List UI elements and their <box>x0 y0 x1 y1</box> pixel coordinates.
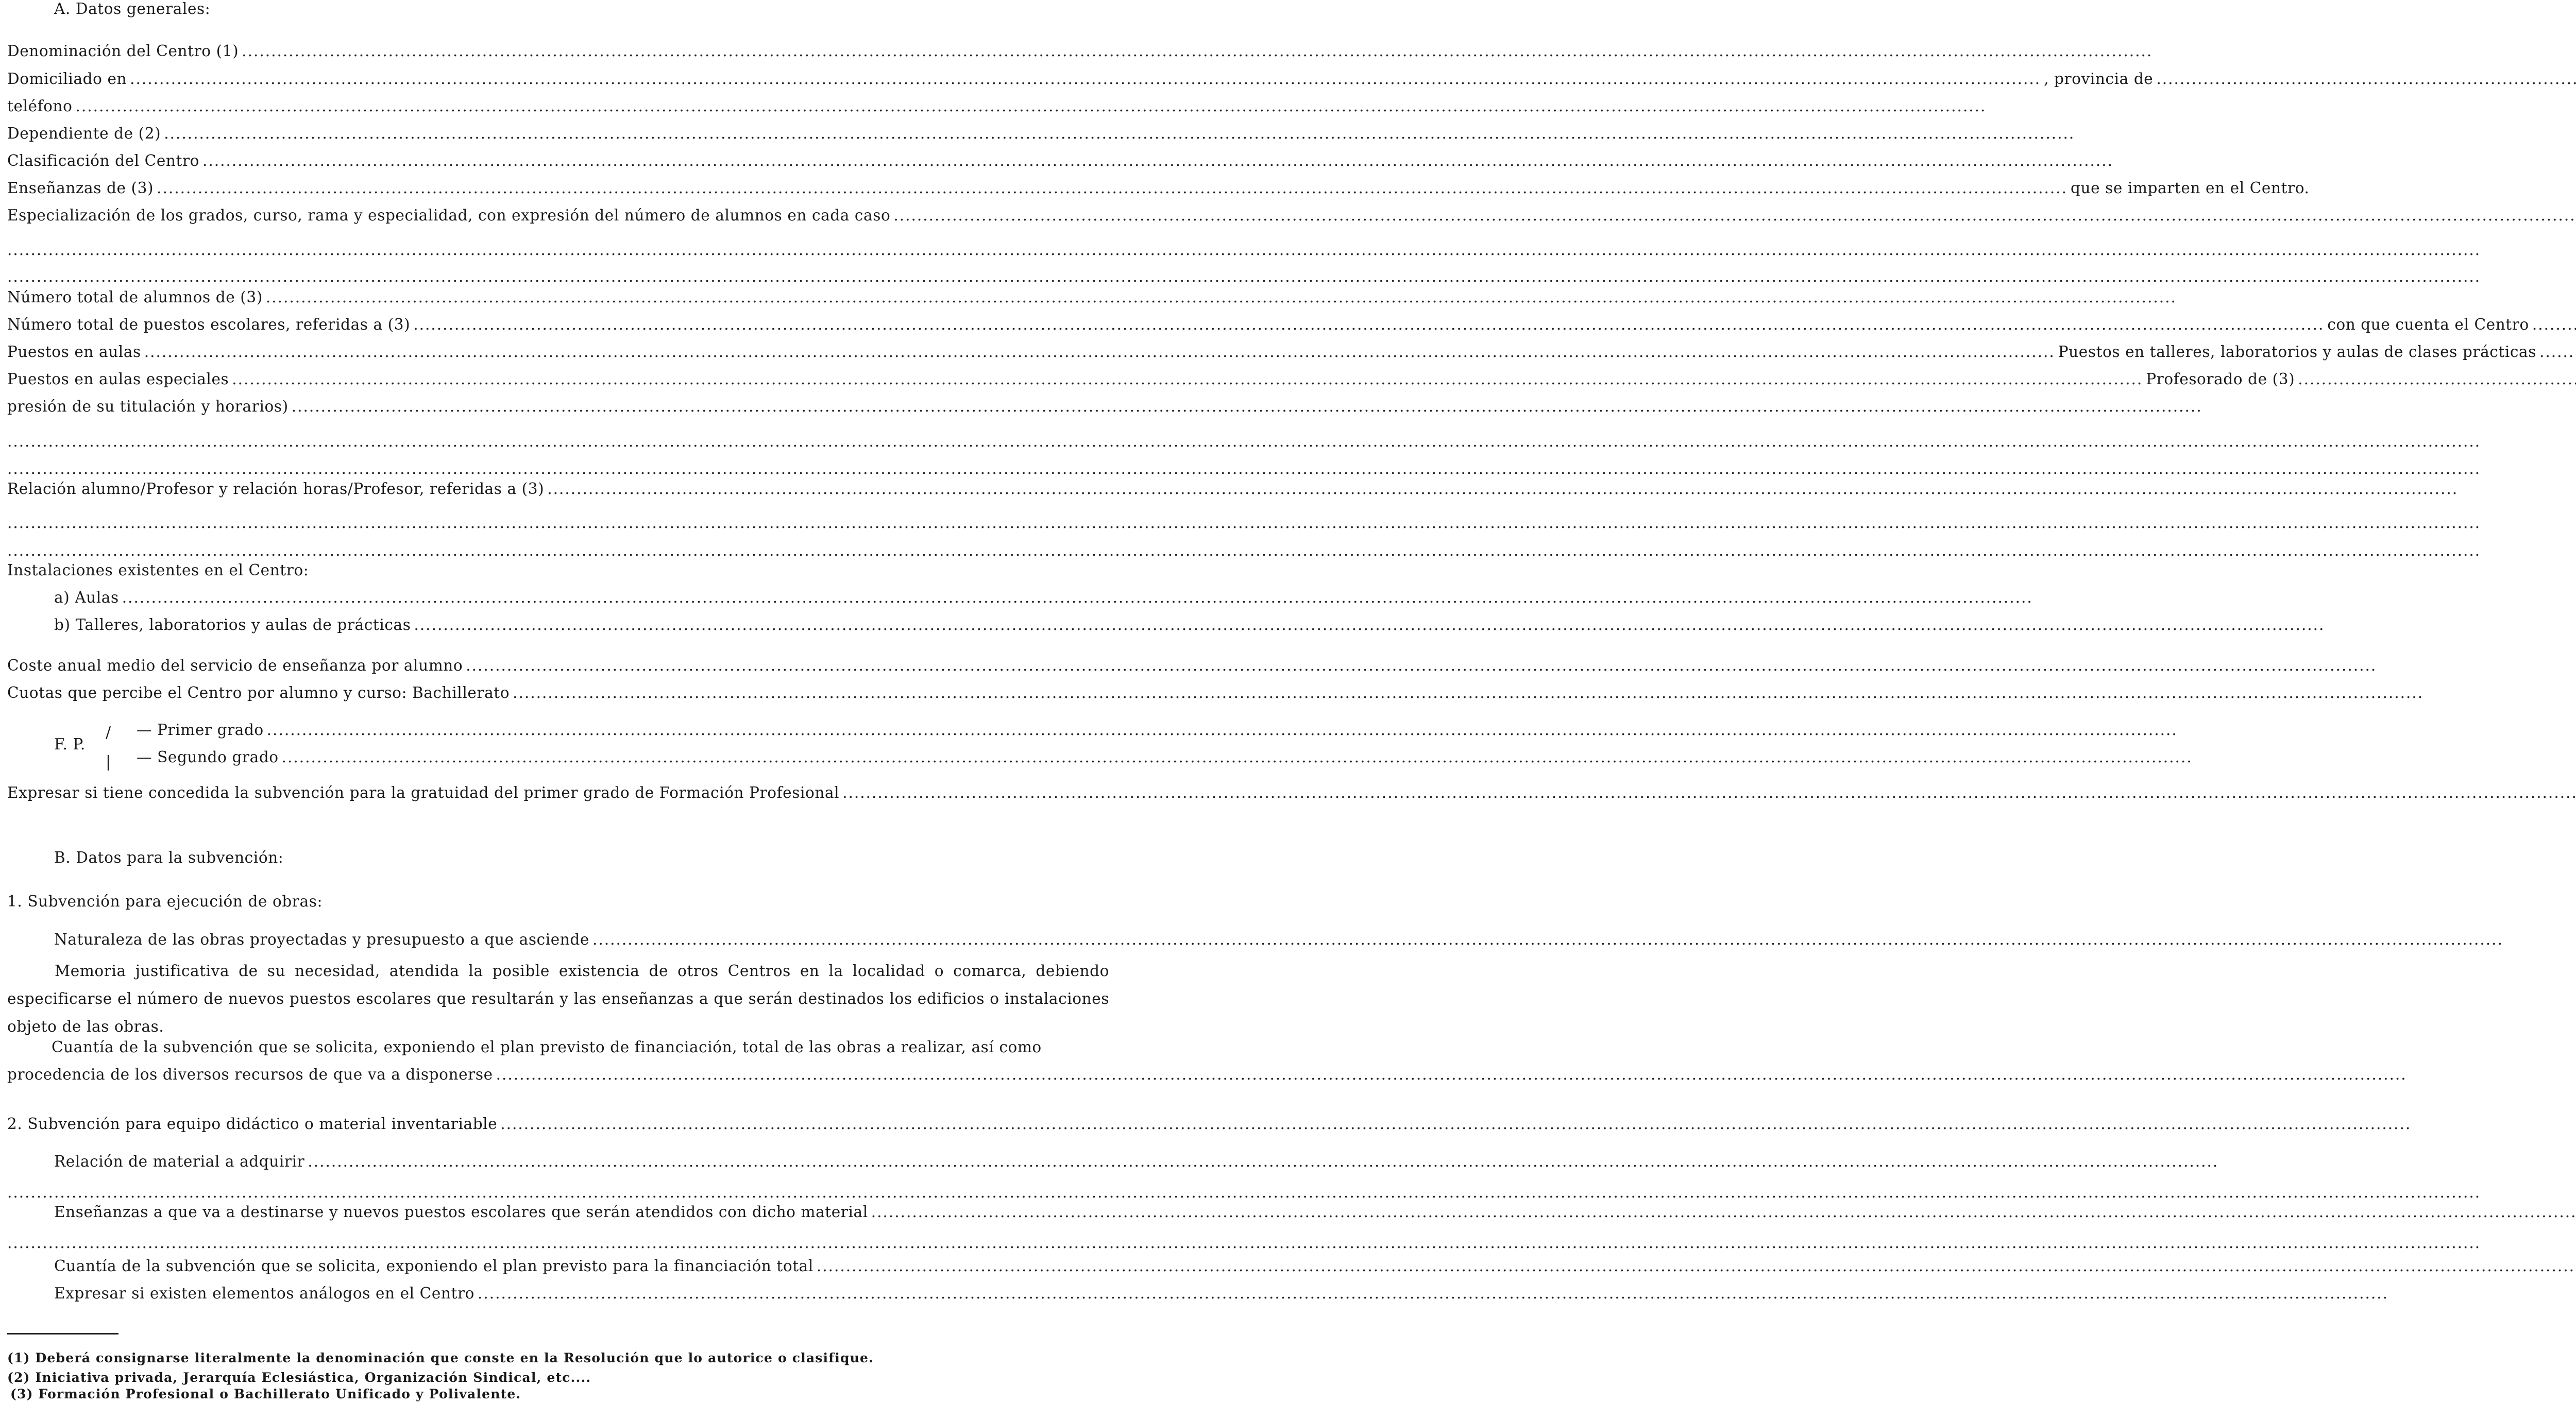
relacion-blank-2[interactable] <box>7 542 1109 557</box>
gratuidad-field[interactable] <box>842 784 2576 801</box>
item2-title: 2. Subvención para equipo didáctico o material inventariable <box>7 1115 498 1133</box>
primer-grado-field[interactable] <box>267 721 2178 739</box>
domiciliado-field[interactable] <box>130 70 2041 88</box>
especializacion-blank-2[interactable] <box>7 268 1109 283</box>
cuotas-field[interactable] <box>513 684 2424 701</box>
talleres-field[interactable] <box>414 616 2325 634</box>
profesorado-blank-2[interactable] <box>7 460 1109 475</box>
puestos-aulas-field[interactable] <box>144 343 2055 361</box>
dependiente-label: Dependiente de (2) <box>7 125 161 142</box>
puestos-especiales-label: Puestos en aulas especiales <box>7 370 229 388</box>
segundo-grado-line <box>137 748 643 775</box>
ensenanzas-tail: que se imparten en el Centro. <box>2071 179 2310 197</box>
section-b-heading: B. Datos para la subvención: <box>54 849 284 866</box>
puestos-especiales-line <box>7 370 2295 397</box>
provincia-label: , provincia de <box>2044 70 2154 88</box>
aulas-field[interactable] <box>122 589 2033 606</box>
telefono-line <box>7 97 362 124</box>
gratuidad-line <box>7 784 1109 811</box>
instalaciones-label: Instalaciones existentes en el Centro: <box>7 561 309 579</box>
relacion-material-line <box>54 1153 1109 1179</box>
profesorado-label: Profesorado de (3) <box>2146 370 2295 388</box>
numero-alumnos-line <box>7 288 555 315</box>
relacion-label: Relación alumno/Profesor y relación horas/Profesor, referidas a (3) <box>7 480 545 498</box>
ensenanzas-destinarse-field[interactable] <box>871 1203 2576 1221</box>
relacion-field[interactable] <box>547 480 2458 498</box>
profesorado-field[interactable] <box>2298 370 2576 388</box>
clasificacion-label: Clasificación del Centro <box>7 152 200 169</box>
footnote-2: (2) Iniciativa privada, Jerarquía Eclesiástica, Organización Sindical, etc.... <box>7 1370 591 1385</box>
telefono-field[interactable] <box>75 97 1986 115</box>
footnote-1: (1) Deberá consignarse literalmente la denominación que conste en la Resolución que lo autorice o clasifique. <box>7 1350 874 1365</box>
item1-title: 1. Subvención para ejecución de obras: <box>7 893 323 910</box>
clasificacion-field[interactable] <box>202 152 2113 169</box>
brace-bottom: | <box>106 753 111 771</box>
ensenanzas-field[interactable] <box>157 179 2067 197</box>
numero-alumnos-label: Número total de alumnos de (3) <box>7 288 263 306</box>
aulas-line <box>54 589 555 615</box>
procedencia-line <box>7 1066 1109 1092</box>
elementos-label: Expresar si existen elementos análogos en el Centro <box>54 1285 475 1302</box>
con-que-cuenta-field[interactable] <box>2532 316 2576 333</box>
ensenanzas-destinarse-line <box>54 1203 1109 1230</box>
puestos-talleres-field[interactable] <box>2539 343 2576 361</box>
gratuidad-label: Expresar si tiene concedida la subvención para la gratuidad del primer grado de Formación Profesional <box>7 784 840 801</box>
item1-line <box>7 893 1109 919</box>
profesorado-blank-1[interactable] <box>7 433 1109 448</box>
item2-field[interactable] <box>500 1115 2411 1133</box>
cuotas-line <box>7 684 1109 711</box>
numero-puestos-field[interactable] <box>413 316 2324 333</box>
denominacion-line <box>7 42 1109 69</box>
item2-line <box>7 1115 1109 1142</box>
relacion-blank-1[interactable] <box>7 514 1109 529</box>
puestos-aulas-line <box>7 343 2536 370</box>
puestos-talleres-label: Puestos en talleres, laboratorios y aulas de clases prácticas <box>2058 343 2536 361</box>
footnote-3: (3) Formación Profesional o Bachillerato Unificado y Polivalente. <box>10 1387 521 1401</box>
especializacion-blank-1[interactable] <box>7 241 1109 256</box>
especializacion-line <box>7 207 1109 233</box>
memoria-paragraph: Memoria justificativa de su necesidad, atendida la posible existencia de otros Centros en la localidad o comarca, debiendo especificarse el número de nuevos puestos escolares que resultarán y las enseñanzas a que serán destinados los edificios o instalaciones objeto de las obras. <box>7 962 1109 1035</box>
cuantia1-line <box>52 1038 1109 1065</box>
cuantia2-label: Cuantía de la subvención que se solicita, exponiendo el plan previsto para la financiación total <box>54 1257 814 1275</box>
domicilio-line <box>7 70 2154 97</box>
denominacion-field[interactable] <box>242 42 2153 60</box>
puestos-especiales-field[interactable] <box>232 370 2143 388</box>
telefono-label: teléfono <box>7 97 73 115</box>
segundo-grado-label: — Segundo grado <box>137 748 279 766</box>
relacion-line <box>7 480 1109 507</box>
talleres-line <box>54 616 1109 643</box>
presion-label: presión de su titulación y horarios) <box>7 398 289 415</box>
elementos-line <box>54 1285 1109 1311</box>
denominacion-label: Denominación del Centro (1) <box>7 42 239 60</box>
puestos-aulas-label: Puestos en aulas <box>7 343 141 361</box>
numero-puestos-label: Número total de puestos escolares, referidas a (3) <box>7 316 411 333</box>
numero-puestos-line <box>7 316 2529 343</box>
naturaleza-label: Naturaleza de las obras proyectadas y presupuesto a que asciende <box>54 931 589 948</box>
provincia-field[interactable] <box>2156 70 2576 88</box>
procedencia-field[interactable] <box>496 1066 2407 1083</box>
coste-field[interactable] <box>466 657 2377 674</box>
naturaleza-line <box>54 931 1109 957</box>
instalaciones-line <box>7 561 1109 588</box>
fp-label: F. P. <box>54 735 86 753</box>
presion-line <box>7 398 1109 424</box>
talleres-label: b) Talleres, laboratorios y aulas de prácticas <box>54 616 411 634</box>
cuantia2-field[interactable] <box>817 1257 2576 1275</box>
section-a-heading: A. Datos generales: <box>54 0 211 18</box>
dependiente-line <box>7 125 1109 151</box>
con-que-cuenta-label: con que cuenta el Centro <box>2327 316 2529 333</box>
ensenanzas-destinarse-label: Enseñanzas a que va a destinarse y nuevos puestos escolares que serán atendidos con dicho material <box>54 1203 868 1221</box>
especializacion-label: Especialización de los grados, curso, rama y especialidad, con expresión del número de alumnos en cada caso <box>7 207 891 224</box>
dependiente-field[interactable] <box>164 125 2075 142</box>
segundo-grado-field[interactable] <box>282 748 2193 766</box>
footnote-rule <box>7 1333 118 1334</box>
ensenanzas-line <box>7 179 2310 206</box>
coste-label: Coste anual medio del servicio de enseñanza por alumno <box>7 657 463 674</box>
naturaleza-field[interactable] <box>592 931 2503 948</box>
domiciliado-label: Domiciliado en <box>7 70 127 88</box>
especializacion-field[interactable] <box>893 207 2576 224</box>
coste-line <box>7 657 743 683</box>
cuantia1-label: Cuantía de la subvención que se solicita, exponiendo el plan previsto de financiación, total de las obras a realizar, así como <box>52 1038 1042 1056</box>
clasificacion-line <box>7 152 558 179</box>
aulas-label: a) Aulas <box>54 589 119 606</box>
destinarse-blank[interactable] <box>7 1234 1109 1250</box>
cuantia2-line <box>54 1257 1109 1284</box>
presion-field[interactable] <box>292 398 2202 415</box>
ensenanzas-label: Enseñanzas de (3) <box>7 179 154 197</box>
primer-grado-line <box>137 721 643 748</box>
cuotas-label: Cuotas que percibe el Centro por alumno y curso: Bachillerato <box>7 684 510 701</box>
numero-alumnos-field[interactable] <box>266 288 2177 306</box>
material-blank[interactable] <box>7 1184 1109 1199</box>
elementos-field[interactable] <box>478 1285 2388 1302</box>
relacion-material-field[interactable] <box>308 1153 2218 1170</box>
primer-grado-label: — Primer grado <box>137 721 264 739</box>
procedencia-label: procedencia de los diversos recursos de que va a disponerse <box>7 1066 493 1083</box>
brace-top: / <box>106 724 111 742</box>
relacion-material-label: Relación de material a adquirir <box>54 1153 305 1170</box>
